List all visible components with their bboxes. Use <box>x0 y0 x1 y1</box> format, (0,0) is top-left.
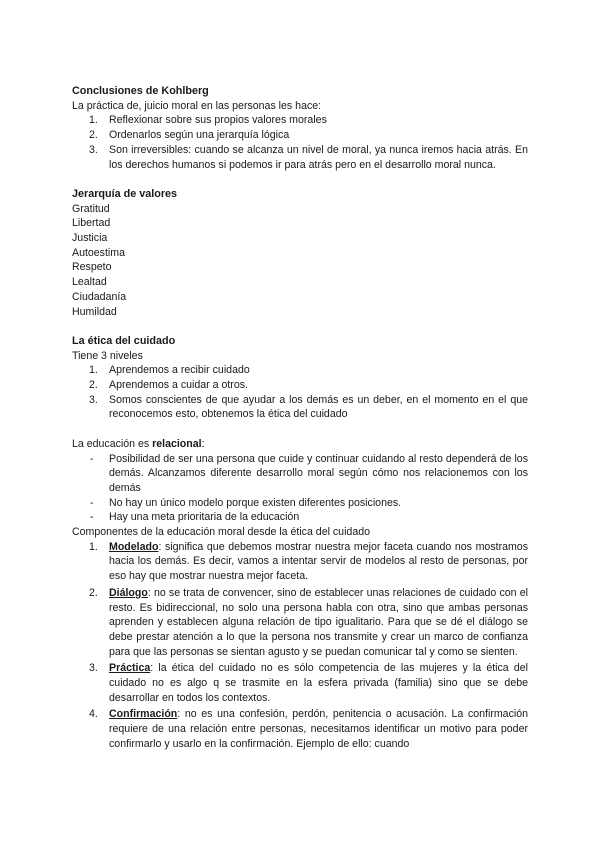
section-title-jerarquia: Jerarquía de valores <box>72 187 178 200</box>
list-item-text: Aprendemos a recibir cuidado <box>109 364 250 377</box>
list-item-text: Hay una meta prioritaria de la educación <box>109 511 300 524</box>
document-page <box>72 84 528 754</box>
list-item-text: No hay un único modelo porque existen diferentes posiciones. <box>109 496 402 509</box>
list-item-text: Aprendemos a cuidar a otros. <box>109 379 248 392</box>
cuidado-intro: Tiene 3 niveles <box>72 349 143 362</box>
value-item: Libertad <box>72 217 111 230</box>
bullet-dash: - <box>90 496 94 509</box>
list-item <box>72 510 528 525</box>
value-item: Autoestima <box>72 246 125 259</box>
section-jerarquia <box>72 187 528 319</box>
list-item <box>72 378 528 393</box>
value-item: Ciudadanía <box>72 290 127 303</box>
value-item: Justicia <box>72 232 108 245</box>
list-item-text: Posibilidad de ser una persona que cuide y continuar cuidando al resto dependerá de los demás. Alcanzamos diferente desarrollo moral según cómo nos relacionemos con los demás <box>109 452 528 494</box>
bullet-dash: - <box>90 511 94 524</box>
list-number: 3. <box>89 393 98 406</box>
list-item <box>72 393 528 422</box>
section-componentes <box>72 525 528 752</box>
list-item <box>72 113 528 128</box>
list-item <box>72 540 528 584</box>
relacional-list <box>72 452 528 526</box>
component-term: Práctica <box>109 662 151 675</box>
list-item-text: : no se trata de convencer, sino de establecer unas relaciones de cuidado con el resto. Es bidireccional, no solo una persona habla con otra, sino que ambas personas aprenden y establecen alguna relación de tipo igualitario. Para que se dé el diálogo se debe prestar atención a lo que la persona nos transmite y crear un marco de confianza para que las personas se sientan agusto y se puedan comunicar tal y como se sienten. <box>109 586 528 658</box>
section-kohlberg <box>72 84 528 172</box>
component-term: Confirmación <box>109 708 178 721</box>
list-number: 2. <box>89 129 98 142</box>
list-item <box>72 452 528 496</box>
kohlberg-intro: La práctica de, juicio moral en las personas les hace: <box>72 99 322 112</box>
section-cuidado <box>72 334 528 422</box>
list-item <box>72 586 528 660</box>
list-item <box>72 707 528 751</box>
list-item-text: : significa que debemos mostrar nuestra mejor faceta cuando nos mostramos hacia los demás. Es decir, vamos a intentar servir de modelos al resto de personas, por eso hay que mostrar nuestra mejor faceta. <box>109 540 528 583</box>
relacional-intro-suffix: : <box>201 437 205 450</box>
list-number: 2. <box>89 379 98 392</box>
list-number: 2. <box>89 586 98 599</box>
value-item: Lealtad <box>72 276 107 289</box>
list-item-text: : la ética del cuidado no es sólo competencia de las mujeres y la ética del cuidado no es algo q se trasmite en la esfera privada (familia) sino que se debe desarrollar en todos los contextos. <box>109 662 528 704</box>
list-number: 3. <box>89 143 98 156</box>
list-number: 1. <box>89 540 98 553</box>
list-item-text: : no es una confesión, perdón, penitencia o acusación. La confirmación requiere de una relación entre personas, necesitamos identificar un motivo para poder confirmarlo y usarlo en la confirmación. Ejemplo de ello: cuando <box>109 708 528 750</box>
list-item <box>72 496 528 511</box>
relacional-intro-prefix: La educación es <box>72 437 153 450</box>
value-item: Respeto <box>72 261 112 274</box>
list-number: 3. <box>89 662 98 675</box>
list-item-text: Reflexionar sobre sus propios valores morales <box>109 114 327 127</box>
component-term: Diálogo <box>109 586 148 599</box>
list-item-text: Somos conscientes de que ayudar a los demás es un deber, en el momento en el que reconocemos esto, obtenemos la ética del cuidado <box>109 393 528 421</box>
componentes-list <box>72 540 528 752</box>
list-item-text: Ordenarlos según una jerarquía lógica <box>109 129 290 142</box>
relacional-keyword: relacional <box>152 437 202 450</box>
section-relacional <box>72 437 528 525</box>
value-item: Gratitud <box>72 202 110 215</box>
list-item <box>72 143 528 172</box>
list-item <box>72 661 528 705</box>
list-item <box>72 128 528 143</box>
kohlberg-list <box>72 113 528 172</box>
section-title-cuidado: La ética del cuidado <box>72 334 176 347</box>
list-item <box>72 363 528 378</box>
component-term: Modelado <box>109 540 159 553</box>
value-item: Humildad <box>72 305 117 318</box>
list-number: 4. <box>89 708 98 721</box>
relacional-intro <box>72 437 528 452</box>
bullet-dash: - <box>90 452 94 465</box>
list-number: 1. <box>89 114 98 127</box>
componentes-intro: Componentes de la educación moral desde la ética del cuidado <box>72 526 370 539</box>
cuidado-list <box>72 363 528 422</box>
section-title-kohlberg: Conclusiones de Kohlberg <box>72 85 209 97</box>
list-item-text: Son irreversibles: cuando se alcanza un nivel de moral, ya nunca iremos hacia atrás. En los derechos humanos si podemos ir para atrás pero en el desarrollo moral nunca. <box>109 143 528 171</box>
list-number: 1. <box>89 364 98 377</box>
